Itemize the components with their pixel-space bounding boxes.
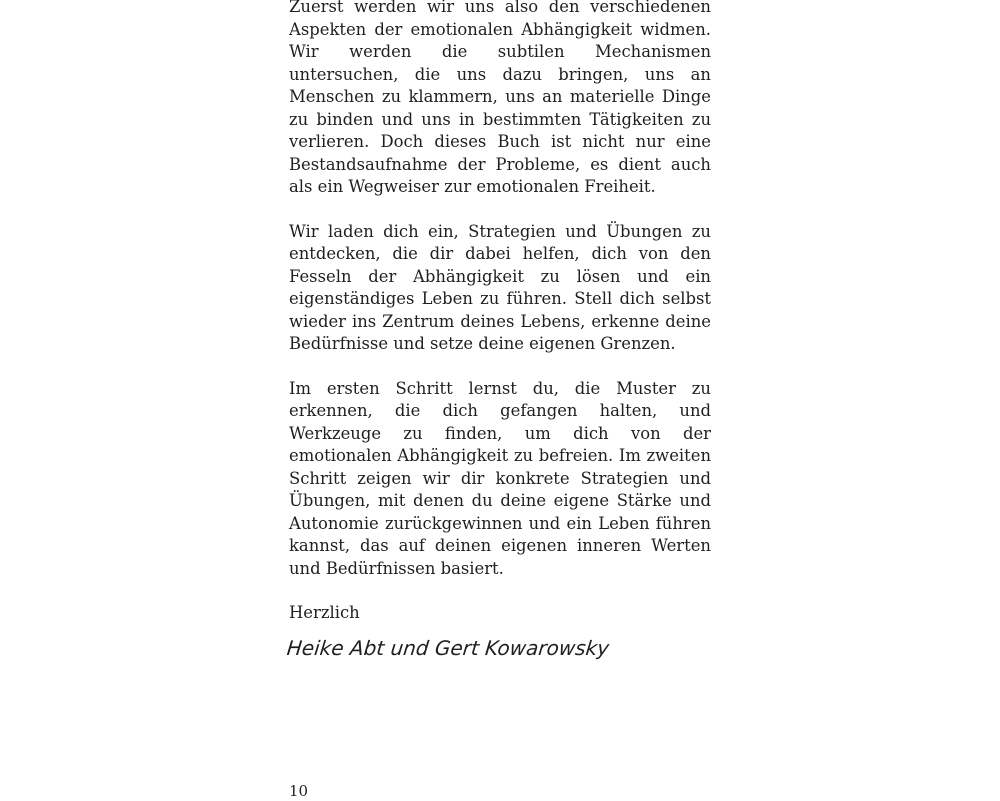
signature-text: Heike Abt und Gert Kowarowsky (285, 635, 611, 660)
paragraph-2: Wir laden dich ein, Strategien und Übungen zu entdecken, die dir dabei helfen, dich von den Fesseln der Abhängigkeit zu lösen und ein eigenständiges Leben zu führen. Stell dich selbst wieder ins Zentrum deines Lebens, erkenne deine Bedürfnisse und setze deine eigenen Grenzen. (289, 221, 711, 353)
body-text (285, 0, 711, 669)
paragraph-1: Zuerst werden wir uns also den verschiedenen Aspekten der emotionalen Abhängigkeit widmen. Wir werden die subtilen Mechanismen untersuchen, die uns dazu bringen, uns an Menschen zu klammern, uns an materielle Dinge zu binden und uns in bestimmten Tätigkeiten zu verlieren. Doch dieses Buch ist nicht nur eine Bestandsaufnahme der Probleme, es dient auch als ein Wegweiser zur emotionalen Freiheit. (289, 0, 711, 196)
page-number: 10 (289, 782, 309, 800)
signature-image (285, 629, 611, 669)
paragraph-3: Im ersten Schritt lernst du, die Muster zu erkennen, die dich gefangen halten, und Werkzeuge zu finden, um dich von der emotionalen Abhängigkeit zu befreien. Im zweiten Schritt zeigen wir dir konkrete Strategien und Übungen, mit denen du deine eigene Stärke und Autonomie zurückgewinnen und ein Leben führen kannst, das auf deinen eigenen inneren Werten und Bedürfnissen basiert. (289, 378, 711, 578)
handwritten-signature (285, 629, 611, 669)
closing-greeting: Herzlich (289, 603, 360, 622)
